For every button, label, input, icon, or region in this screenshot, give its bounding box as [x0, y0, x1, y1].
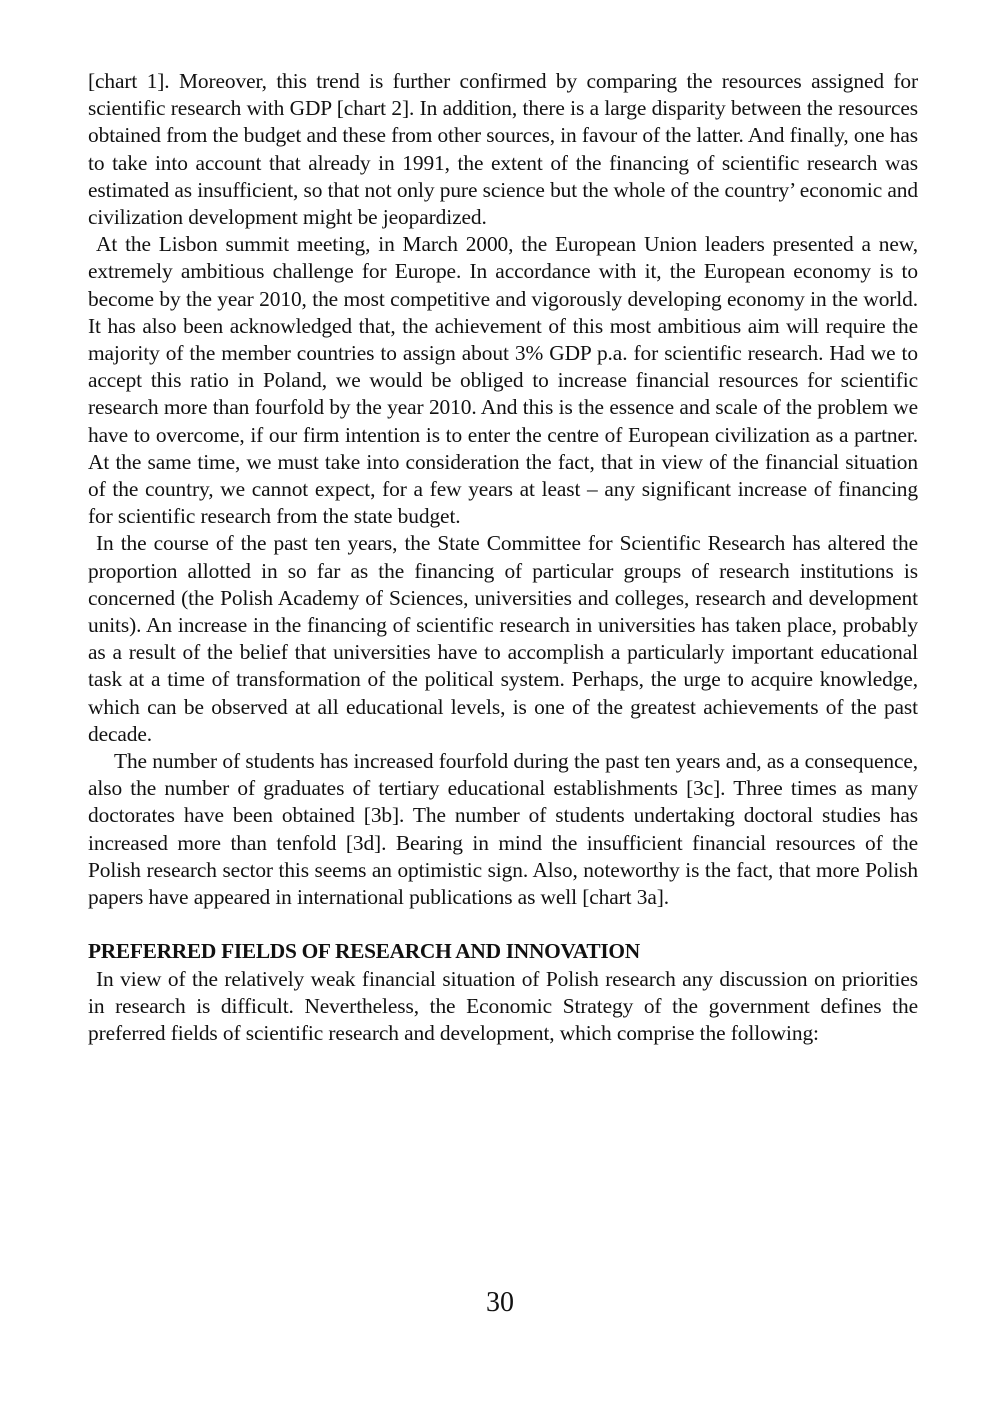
paragraph-students: The number of students has increased fourfold during the past ten years and, as a consequence, also the number of graduates of tertiary educational establishments [3c]. Three times as many doctorates have been obtained [3b]. The number of students undertaking doctoral studies has increased more than tenfold [3d]. Bearing in mind the insufficient financial resources of the Polish research sector this seems an optimistic sign. Also, noteworthy is the fact, that more Polish papers have appeared in international publications as well [chart 3a]. [88, 749, 918, 910]
page-number: 30 [486, 1287, 514, 1318]
paragraph-funding-trend: [chart 1]. Moreover, this trend is further confirmed by comparing the resources assigned for scientific research with GDP [chart 2]. In addition, there is a large disparity between the resources obtained from the budget and these from other sources, in favour of the latter. And finally, one has to take into account that already in 1991, the extent of the financing of scientific research was estimated as insufficient, so that not only pure science but the whole of the country’ economic and civilization development might be jeopardized. [88, 69, 918, 230]
paragraph-lisbon-summit: At the Lisbon summit meeting, in March 2000, the European Union leaders presented a new, extremely ambitious challenge for Europe. In accordance with it, the European economy is to become by the year 2010, the most competitive and vigorously developing economy in the world. It has also been acknowledged that, the achievement of this most ambitious aim will require the majority of the member countries to assign about 3% GDP p.a. for scientific research. Had we to accept this ratio in Poland, we would be obliged to increase financial resources for scientific research more than fourfold by the year 2010. And this is the essence and scale of the problem we have to overcome, if our firm intention is to enter the centre of European civilization as a partner. At the same time, we must take into consideration the fact, that in view of the financial situation of the country, we cannot expect, for a few years at least – any significant increase of financing for scientific research from the state budget. [88, 232, 918, 529]
paragraph-preferred-fields: In view of the relatively weak financial situation of Polish research any discussion on priorities in research is difficult. Nevertheless, the Economic Strategy of the government defines the preferred fields of scientific research and development, which comprise the following: [88, 966, 918, 1045]
section-heading: PREFERRED FIELDS OF RESEARCH AND INNOVATION [88, 939, 640, 964]
document-page [88, 68, 918, 1047]
paragraph-state-committee: In the course of the past ten years, the State Committee for Scientific Research has altered the proportion allotted in so far as the financing of particular groups of research institutions is concerned (the Polish Academy of Sciences, universities and colleges, research and development units). An increase in the financing of scientific research in universities has taken place, probably as a result of the belief that universities have to accomplish a particularly important educational task at a time of transformation of the political system. Perhaps, the urge to acquire knowledge, which can be observed at all educational levels, is one of the greatest achievements of the past decade. [88, 531, 918, 746]
